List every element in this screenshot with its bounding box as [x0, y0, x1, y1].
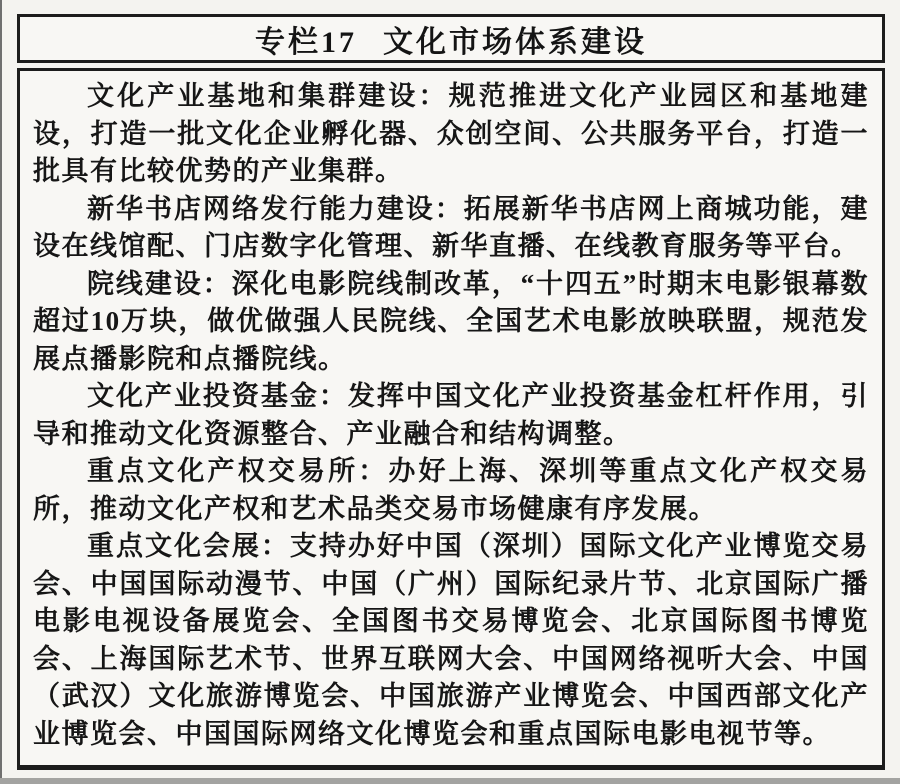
panel-paragraph-industry-bases — [33, 78, 869, 191]
panel-paragraph-cinema-chains — [33, 266, 869, 379]
panel-body-box — [17, 68, 885, 770]
bottom-scan-band — [0, 778, 900, 784]
paragraph-separator: ： — [418, 81, 449, 111]
paragraph-term: 重点文化会展 — [87, 531, 261, 561]
paragraph-text: 发挥中国文化产业投资基金杠杆作用，引导和推动文化资源整合、产业融合和结构调整。 — [33, 381, 870, 449]
paragraph-term: 文化产业基地和集群建设 — [87, 81, 419, 111]
panel-paragraph-property-exchanges — [33, 453, 869, 528]
paragraph-separator: ： — [358, 456, 389, 486]
paragraph-term: 文化产业投资基金 — [87, 381, 319, 411]
paragraph-text: 办好上海、深圳等重点文化产权交易所，推动文化产权和艺术品类交易市场健康有序发展。 — [33, 456, 870, 524]
panel-paragraph-xinhua-bookstore — [33, 191, 869, 266]
paragraph-term: 新华书店网络发行能力建设 — [87, 193, 435, 224]
paragraph-text: 规范推进文化产业园区和基地建设，打造一批文化企业孵化器、众创空间、公共服务平台，打造一批具有比较优势的产业集群。 — [33, 81, 870, 186]
panel-title — [255, 17, 647, 61]
paragraph-separator: ： — [434, 193, 464, 224]
panel-title-box — [17, 14, 885, 63]
panel-paragraph-investment-fund — [33, 378, 869, 453]
panel-label: 专栏17 — [255, 25, 357, 59]
paragraph-term: 院线建设 — [87, 268, 203, 299]
page-edge-scan-line — [0, 0, 2, 784]
paragraph-separator: ： — [318, 381, 348, 411]
paragraph-separator: ： — [202, 268, 232, 299]
paragraph-text: 支持办好中国（深圳）国际文化产业博览交易会、中国国际动漫节、中国（广州）国际纪录片节、北京国际广播电影电视设备展览会、全国图书交易博览会、北京国际图书博览会、上海国际艺术节、世界互联网大会、中国网络视听大会、中国（武汉）文化旅游博览会、中国旅游产业博览会、中国西部文化产业博览会、中国国际网络文化博览会和重点国际电影电视节等。 — [33, 531, 870, 749]
paragraph-text: 拓展新华书店网上商城功能，建设在线馆配、门店数字化管理、新华直播、在线教育服务等平台。 — [33, 193, 870, 261]
paragraph-separator: ： — [260, 531, 290, 561]
panel-paragraph-key-expos — [33, 528, 869, 753]
panel-title-text: 文化市场体系建设 — [383, 25, 647, 59]
paragraph-text: 深化电影院线制改革，“十四五”时期末电影银幕数超过10万块，做优做强人民院线、全国艺术电影放映联盟，规范发展点播影院和点播院线。 — [33, 268, 870, 374]
paragraph-term: 重点文化产权交易所 — [87, 456, 359, 486]
